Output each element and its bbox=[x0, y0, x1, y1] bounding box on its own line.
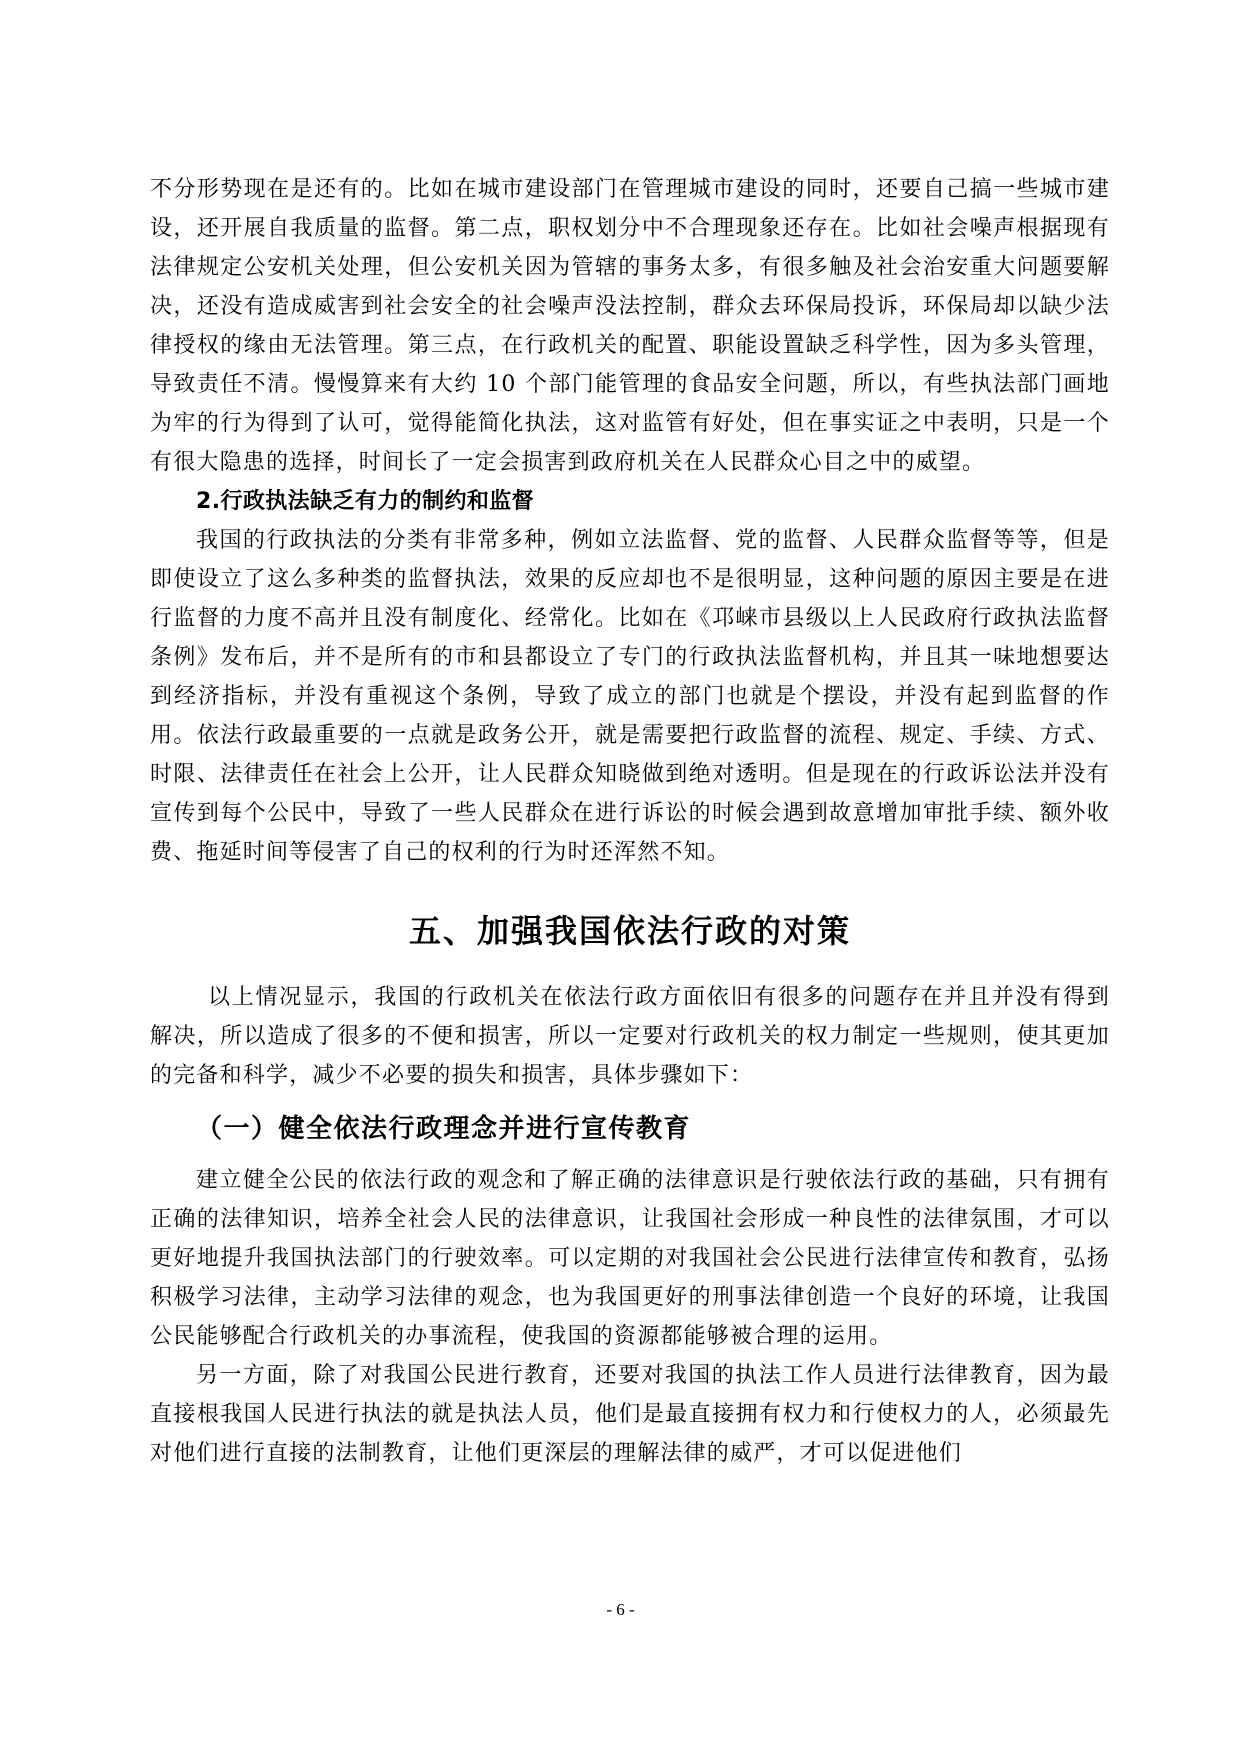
paragraph-intro: 以上情况显示，我国的行政机关在依法行政方面依旧有很多的问题存在并且并没有得到解决，所以造成了很多的不便和损害，所以一定要对行政机关的权力制定一些规则，使其更加的完备和科学，减少不必要的损失和损害，具体步骤如下： bbox=[150, 985, 1110, 1088]
paragraph-staff-education: 另一方面，除了对我国公民进行教育，还要对我国的执法工作人员进行法律教育，因为最直接根我国人民进行执法的就是执法人员，他们是最直接拥有权力和行使权力的人，必须最先对他们进行直接的法制教育，让他们更深层的理解法律的威严，才可以促进他们 bbox=[150, 1363, 1110, 1466]
paragraph-education: 建立健全公民的依法行政的观念和了解正确的法律意识是行驶依法行政的基础，只有拥有正确的法律知识，培养全社会人民的法律意识，让我国社会形成一种良性的法律氛围，才可以更好地提升我国执法部门的行驶效率。可以定期的对我国社会公民进行法律宣传和教育，弘扬积极学习法律，主动学习法律的观念，也为我国更好的刑事法律创造一个良好的环境，让我国公民能够配合行政机关的办事流程，使我国的资源都能够被合理的运用。 bbox=[150, 1168, 1110, 1349]
section-title: 五、加强我国依法行政的对策 bbox=[408, 912, 851, 950]
paragraph-continued: 不分形势现在是还有的。比如在城市建设部门在管理城市建设的同时，还要自己搞一些城市建设，还开展自我质量的监督。第二点，职权划分中不合理现象还存在。比如社会噪声根据现有法律规定公安机关处理，但公安机关因为管辖的事务太多，有很多触及社会治安重大问题要解决，还没有造成威害到社会安全的社会噪声没法控制，群众去环保局投诉，环保局却以缺少法律授权的缘由无法管理。第三点，在行政机关的配置、职能设置缺乏科学性，因为多头管理，导致责任不清。慢慢算来有大约 10 个部门能管理的食品安全问题，所以，有些执法部门画地为牢的行为得到了认可，觉得能简化执法，这对监管有好处，但在事实证之中表明，只是一个有很大隐患的选择，时间长了一定会损害到政府机关在人民群众心目之中的威望。 bbox=[150, 177, 1110, 475]
paragraph-supervision: 我国的行政执法的分类有非常多种，例如立法监督、党的监督、人民群众监督等等，但是即使设立了这么多种类的监督执法，效果的反应却也不是很明显，这种问题的原因主要是在进行监督的力度不高并且没有制度化、经常化。比如在《邛崃市县级以上人民政府行政执法监督条例》发布后，并不是所有的市和县都设立了专门的行政执法监督机构，并且其一味地想要达到经济指标，并没有重视这个条例，导致了成立的部门也就是个摆设，并没有起到监督的作用。依法行政最重要的一点就是政务公开，就是需要把行政监督的流程、规定、手续、方式、时限、法律责任在社会上公开，让人民群众知晓做到绝对透明。但是现在的行政诉讼法并没有宣传到每个公民中，导致了一些人民群众在进行诉讼的时候会遇到故意增加审批手续、额外收费、拖延时间等侵害了自己的权利的行为时还浑然不知。 bbox=[150, 528, 1110, 865]
subheading-supervision: 2.行政执法缺乏有力的制约和监督 bbox=[196, 489, 535, 514]
page-number: - 6 - bbox=[606, 1600, 635, 1619]
page-content bbox=[150, 170, 1110, 1473]
subsection-title: （一）健全依法行政理念并进行宣传教育 bbox=[196, 1114, 692, 1144]
